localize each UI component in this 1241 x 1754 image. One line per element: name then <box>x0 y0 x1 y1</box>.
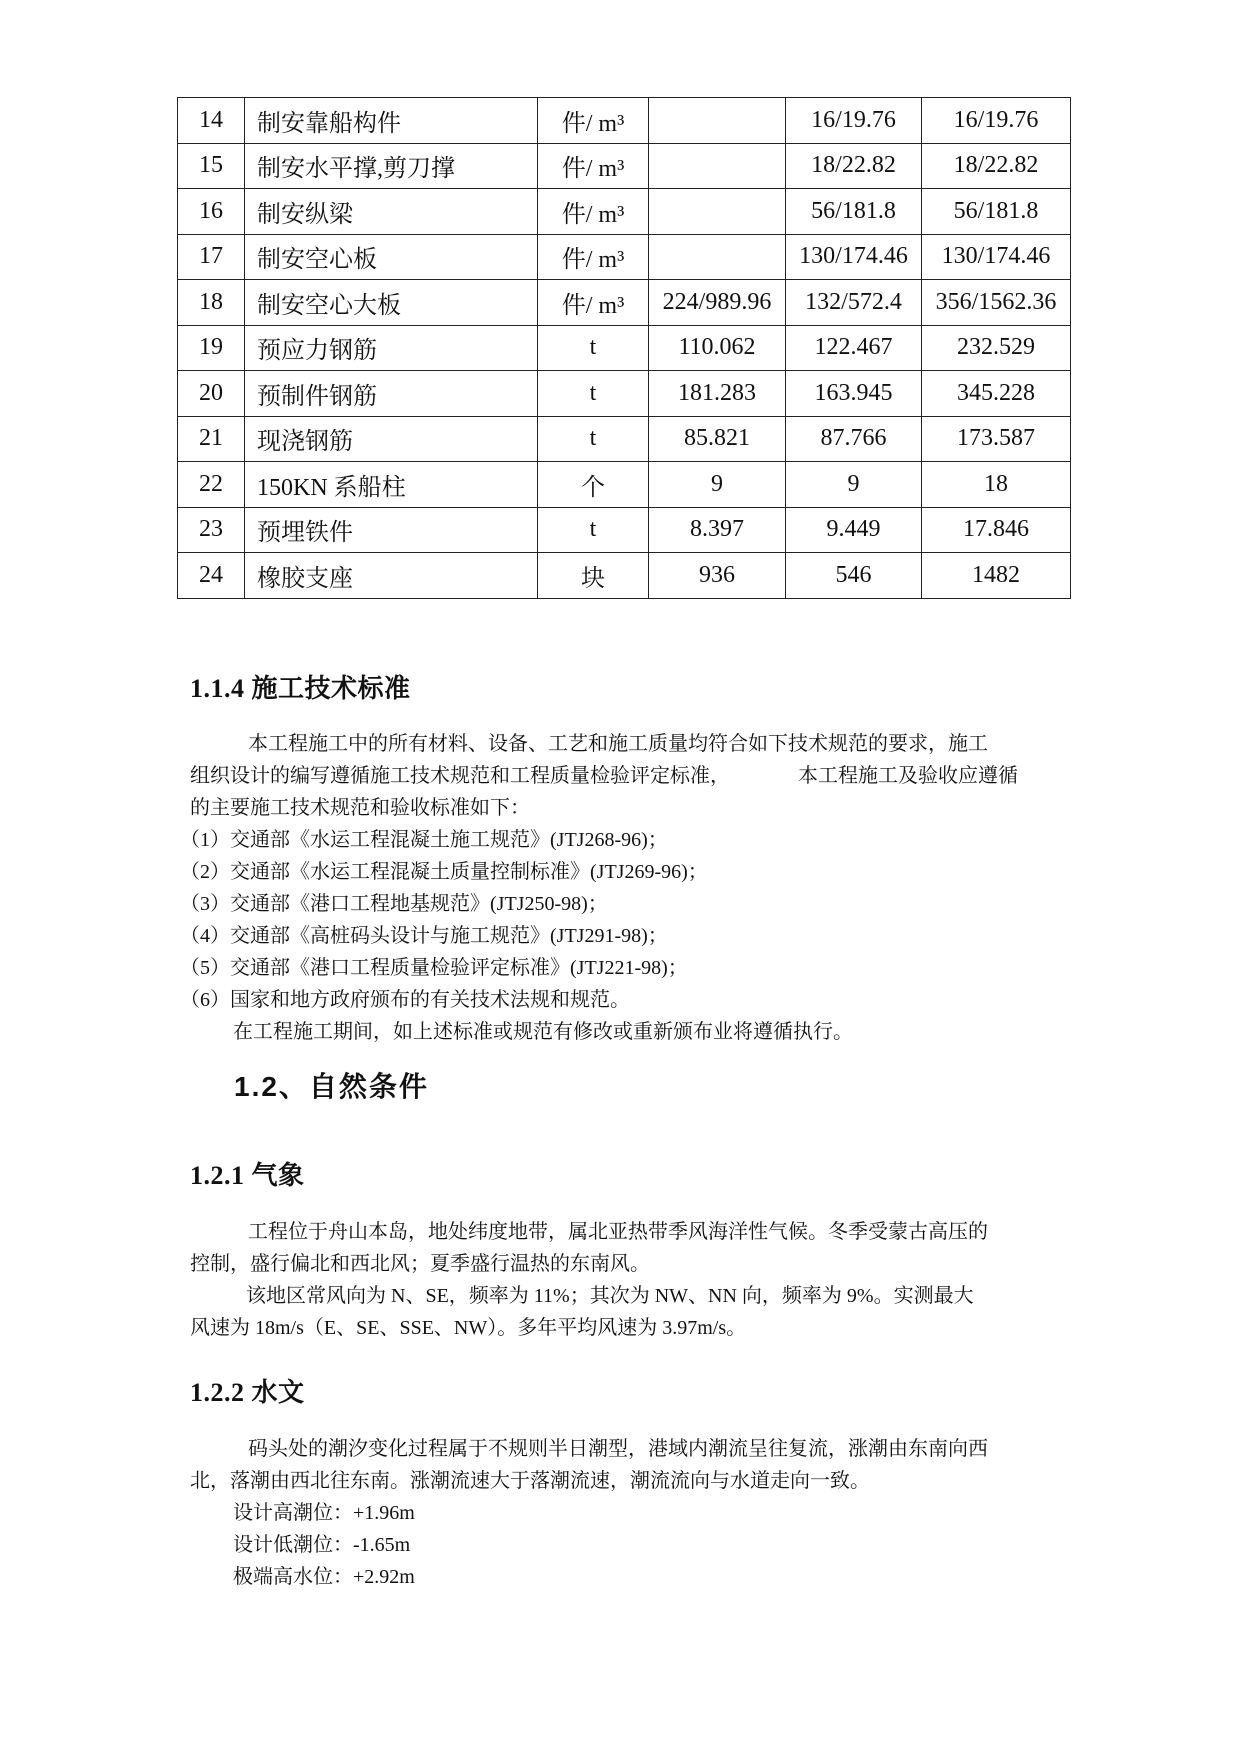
cell-b: 9 <box>786 462 922 508</box>
cell-unit: 件/ m³ <box>538 280 649 326</box>
cell-no: 22 <box>178 462 245 508</box>
table-row <box>178 371 1071 417</box>
cell-no: 14 <box>178 98 245 144</box>
paragraph-line: 控制，盛行偏北和西北风；夏季盛行温热的东南风。 <box>190 1253 650 1275</box>
cell-a: 8.397 <box>649 507 786 553</box>
table-row <box>178 462 1071 508</box>
cell-a: 9 <box>649 462 786 508</box>
cell-total: 130/174.46 <box>922 234 1071 280</box>
cell-no: 16 <box>178 189 245 235</box>
cell-name: 预制件钢筋 <box>245 371 538 417</box>
cell-b: 9.449 <box>786 507 922 553</box>
cell-total: 1482 <box>922 553 1071 599</box>
paragraph-text: 本工程施工中的所有材料、设备、工艺和施工质量均符合如下技术规范的要求，施工 <box>248 733 988 755</box>
paragraph-text: 工程位于舟山本岛，地处纬度地带，属北亚热带季风海洋性气候。冬季受蒙古高压的 <box>248 1221 988 1243</box>
list-item: （5）交通部《港口工程质量检验评定标准》(JTJ221-98)； <box>180 957 688 979</box>
paragraph-text: 组织设计的编写遵循施工技术规范和工程质量检验评定标准， <box>190 765 730 787</box>
cell-b: 546 <box>786 553 922 599</box>
table-row <box>178 507 1071 553</box>
cell-b: 132/572.4 <box>786 280 922 326</box>
list-item: （1）交通部《水运工程混凝土施工规范》(JTJ268-96)； <box>180 829 668 851</box>
cell-a: 110.062 <box>649 325 786 371</box>
paragraph-line: 的主要施工技术规范和验收标准如下： <box>190 797 530 819</box>
section-heading-1-1-4: 1.1.4 施工技术标准 <box>190 674 411 703</box>
cell-unit: 件/ m³ <box>538 234 649 280</box>
cell-total: 18 <box>922 462 1071 508</box>
cell-b: 130/174.46 <box>786 234 922 280</box>
list-item: （6）国家和地方政府颁布的有关技术法规和规范。 <box>180 989 630 1011</box>
table-row <box>178 280 1071 326</box>
cell-a <box>649 143 786 189</box>
cell-total: 345.228 <box>922 371 1071 417</box>
cell-a <box>649 234 786 280</box>
cell-unit: 块 <box>538 553 649 599</box>
cell-unit: t <box>538 325 649 371</box>
list-item: （2）交通部《水运工程混凝土质量控制标准》(JTJ269-96)； <box>180 861 708 883</box>
quantity-table <box>177 97 1071 599</box>
cell-no: 24 <box>178 553 245 599</box>
paragraph-text: 码头处的潮汐变化过程属于不规则半日潮型，港域内潮流呈往复流，涨潮由东南向西 <box>248 1438 988 1460</box>
cell-no: 20 <box>178 371 245 417</box>
paragraph-line <box>190 1280 974 1312</box>
cell-unit: 件/ m³ <box>538 143 649 189</box>
cell-unit: t <box>538 416 649 462</box>
table-row <box>178 553 1071 599</box>
cell-no: 17 <box>178 234 245 280</box>
table-row <box>178 416 1071 462</box>
cell-unit: 个 <box>538 462 649 508</box>
cell-total: 18/22.82 <box>922 143 1071 189</box>
design-low-water-level: 设计低潮位：-1.65m <box>233 1534 411 1556</box>
section-heading-1-2-1: 1.2.1 气象 <box>190 1161 305 1190</box>
section-heading-1-2: 1.2、自然条件 <box>234 1071 429 1102</box>
extreme-high-water-level: 极端高水位：+2.92m <box>233 1566 415 1588</box>
cell-b: 16/19.76 <box>786 98 922 144</box>
cell-total: 356/1562.36 <box>922 280 1071 326</box>
cell-a: 224/989.96 <box>649 280 786 326</box>
cell-a: 181.283 <box>649 371 786 417</box>
paragraph-line: 风速为 18m/s（E、SE、SSE、NW）。多年平均风速为 3.97m/s。 <box>190 1317 747 1339</box>
cell-a <box>649 98 786 144</box>
cell-unit: 件/ m³ <box>538 98 649 144</box>
design-high-water-level: 设计高潮位：+1.96m <box>233 1502 415 1524</box>
cell-b: 163.945 <box>786 371 922 417</box>
cell-name: 制安靠船构件 <box>245 98 538 144</box>
table-row <box>178 325 1071 371</box>
cell-b: 122.467 <box>786 325 922 371</box>
cell-name: 现浇钢筋 <box>245 416 538 462</box>
paragraph-line <box>190 1433 988 1465</box>
section-heading-1-2-2: 1.2.2 水文 <box>190 1378 305 1407</box>
cell-a: 85.821 <box>649 416 786 462</box>
cell-a: 936 <box>649 553 786 599</box>
cell-unit: t <box>538 507 649 553</box>
cell-name: 制安空心大板 <box>245 280 538 326</box>
cell-name: 150KN 系船柱 <box>245 462 538 508</box>
cell-total: 17.846 <box>922 507 1071 553</box>
paragraph-line <box>190 760 1018 792</box>
cell-name: 橡胶支座 <box>245 553 538 599</box>
list-item: （3）交通部《港口工程地基规范》(JTJ250-98)； <box>180 893 608 915</box>
closing-note: 在工程施工期间，如上述标准或规范有修改或重新颁布业将遵循执行。 <box>233 1021 853 1043</box>
paragraph-line <box>190 728 988 760</box>
cell-unit: t <box>538 371 649 417</box>
cell-name: 制安水平撑,剪刀撑 <box>245 143 538 189</box>
cell-name: 制安空心板 <box>245 234 538 280</box>
table-row <box>178 234 1071 280</box>
cell-no: 23 <box>178 507 245 553</box>
paragraph-text: 本工程施工及验收应遵循 <box>798 765 1018 787</box>
list-item: （4）交通部《高桩码头设计与施工规范》(JTJ291-98)； <box>180 925 668 947</box>
cell-name: 预应力钢筋 <box>245 325 538 371</box>
cell-b: 87.766 <box>786 416 922 462</box>
cell-total: 173.587 <box>922 416 1071 462</box>
cell-name: 制安纵梁 <box>245 189 538 235</box>
cell-total: 232.529 <box>922 325 1071 371</box>
paragraph-text: 该地区常风向为 N、SE，频率为 11%；其次为 NW、NN 向，频率为 9%。实测最大 <box>246 1285 974 1307</box>
cell-no: 19 <box>178 325 245 371</box>
cell-total: 56/181.8 <box>922 189 1071 235</box>
cell-total: 16/19.76 <box>922 98 1071 144</box>
cell-no: 15 <box>178 143 245 189</box>
table-row <box>178 189 1071 235</box>
cell-b: 18/22.82 <box>786 143 922 189</box>
cell-no: 18 <box>178 280 245 326</box>
cell-a <box>649 189 786 235</box>
cell-name: 预埋铁件 <box>245 507 538 553</box>
paragraph-line: 北，落潮由西北往东南。涨潮流速大于落潮流速，潮流流向与水道走向一致。 <box>190 1470 870 1492</box>
paragraph-line <box>190 1216 988 1248</box>
table-row <box>178 143 1071 189</box>
cell-b: 56/181.8 <box>786 189 922 235</box>
cell-no: 21 <box>178 416 245 462</box>
table-row <box>178 98 1071 144</box>
cell-unit: 件/ m³ <box>538 189 649 235</box>
